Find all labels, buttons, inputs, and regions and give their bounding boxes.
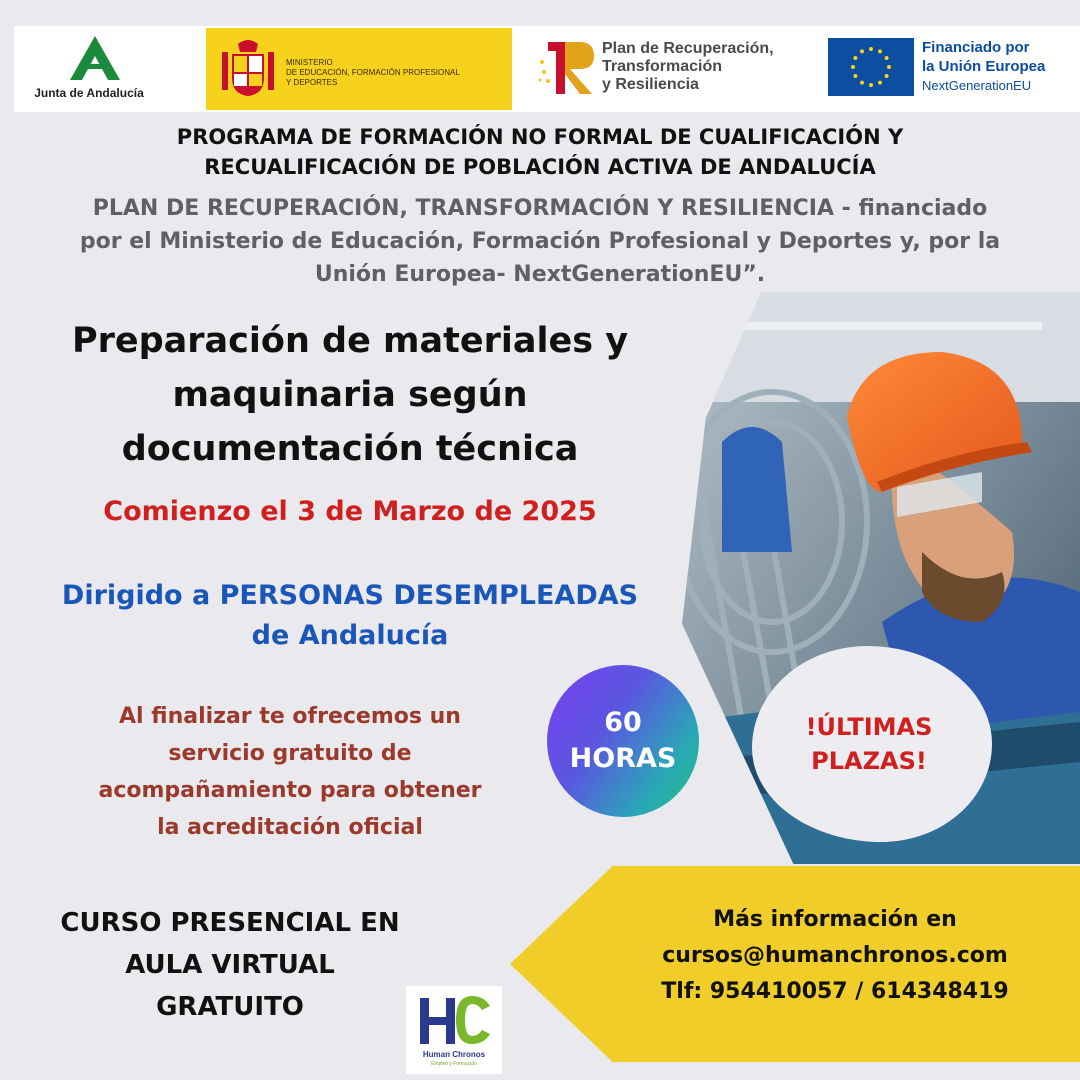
ministerio-text — [286, 58, 508, 88]
service-line: la acreditación oficial — [157, 815, 423, 840]
prtr-text — [602, 40, 832, 94]
ministerio-logo — [206, 28, 512, 110]
plan-line: Unión Europea- NextGenerationEU”. — [314, 262, 766, 287]
ministerio-line: MINISTERIO — [286, 58, 333, 67]
prtr-line: Transformación — [602, 58, 723, 75]
plan-line: por el Ministerio de Educación, Formación Profesional y Deportes y, por la — [79, 229, 1001, 254]
service-text — [40, 698, 540, 846]
ministerio-line: Y DEPORTES — [286, 78, 338, 87]
human-chronos-logo — [406, 986, 502, 1074]
hc-name: Human Chronos — [422, 1050, 486, 1059]
spanish-shield-icon — [220, 38, 276, 98]
prtr-line: y Resiliencia — [602, 76, 699, 93]
ministerio-line: DE EDUCACIÓN, FORMACIÓN PROFESIONAL — [286, 68, 460, 77]
target-prefix: Dirigido a — [61, 580, 220, 611]
logo-bar — [14, 26, 1080, 112]
target-highlight: PERSONAS DESEMPLEADAS — [219, 580, 639, 611]
last-places-text — [806, 710, 933, 778]
mode-line: GRATUITO — [156, 992, 304, 1022]
junta-andalucia-icon — [70, 36, 120, 80]
eu-line: la Unión Europea — [922, 58, 1046, 75]
plan-line: PLAN DE RECUPERACIÓN, TRANSFORMACIÓN Y RESILIENCIA - financiado — [92, 196, 988, 221]
info-heading: Más información en — [713, 907, 957, 932]
target-line-1 — [10, 576, 690, 616]
contact-email[interactable]: cursos@humanchronos.com — [662, 943, 1008, 968]
service-line: servicio gratuito de — [168, 741, 412, 766]
prtr-icon — [534, 36, 598, 100]
target-line-2: de Andalucía — [251, 620, 449, 651]
course-title-line: Preparación de materiales y — [71, 321, 629, 361]
mode-line: CURSO PRESENCIAL EN — [60, 908, 400, 938]
prtr-logo — [526, 26, 826, 112]
program-title — [60, 122, 1020, 182]
human-chronos-logo-icon — [414, 992, 494, 1048]
hours-badge — [547, 665, 699, 817]
service-line: Al finalizar te ofrecemos un — [119, 704, 461, 729]
junta-andalucia-logo — [14, 26, 164, 112]
hours-unit: HORAS — [569, 743, 677, 774]
places-line: PLAZAS! — [811, 747, 927, 775]
start-date: Comienzo el 3 de Marzo de 2025 — [103, 496, 597, 527]
course-mode — [30, 902, 430, 1028]
target-audience — [10, 576, 690, 656]
plan-funding-text — [40, 192, 1040, 291]
course-title-line: documentación técnica — [121, 429, 579, 469]
last-places-badge — [752, 646, 992, 842]
course-title — [20, 314, 680, 476]
contact-phone[interactable]: Tlf: 954410057 / 614348419 — [661, 979, 1009, 1004]
prtr-line: Plan de Recuperación, — [602, 40, 774, 57]
hc-sub: Empleo y Formación — [431, 1061, 477, 1067]
mode-line: AULA VIRTUAL — [125, 950, 335, 980]
junta-label: Junta de Andalucía — [34, 86, 144, 100]
hours-value: 60 — [604, 707, 642, 738]
eu-line: Financiado por — [922, 39, 1030, 56]
program-line: RECUALIFICACIÓN DE POBLACIÓN ACTIVA DE ANDALUCÍA — [204, 155, 876, 179]
program-line: PROGRAMA DE FORMACIÓN NO FORMAL DE CUALIFICACIÓN Y — [176, 125, 904, 149]
course-title-line: maquinaria según — [172, 375, 528, 415]
ngeu-label: NextGenerationEU — [922, 78, 1032, 93]
eu-text — [922, 38, 1080, 95]
eu-flag-icon — [828, 38, 914, 96]
places-line: !ÚLTIMAS — [805, 713, 933, 741]
service-line: acompañamiento para obtener — [98, 778, 482, 803]
contact-info — [620, 902, 1050, 1010]
eu-logo — [826, 26, 1080, 112]
